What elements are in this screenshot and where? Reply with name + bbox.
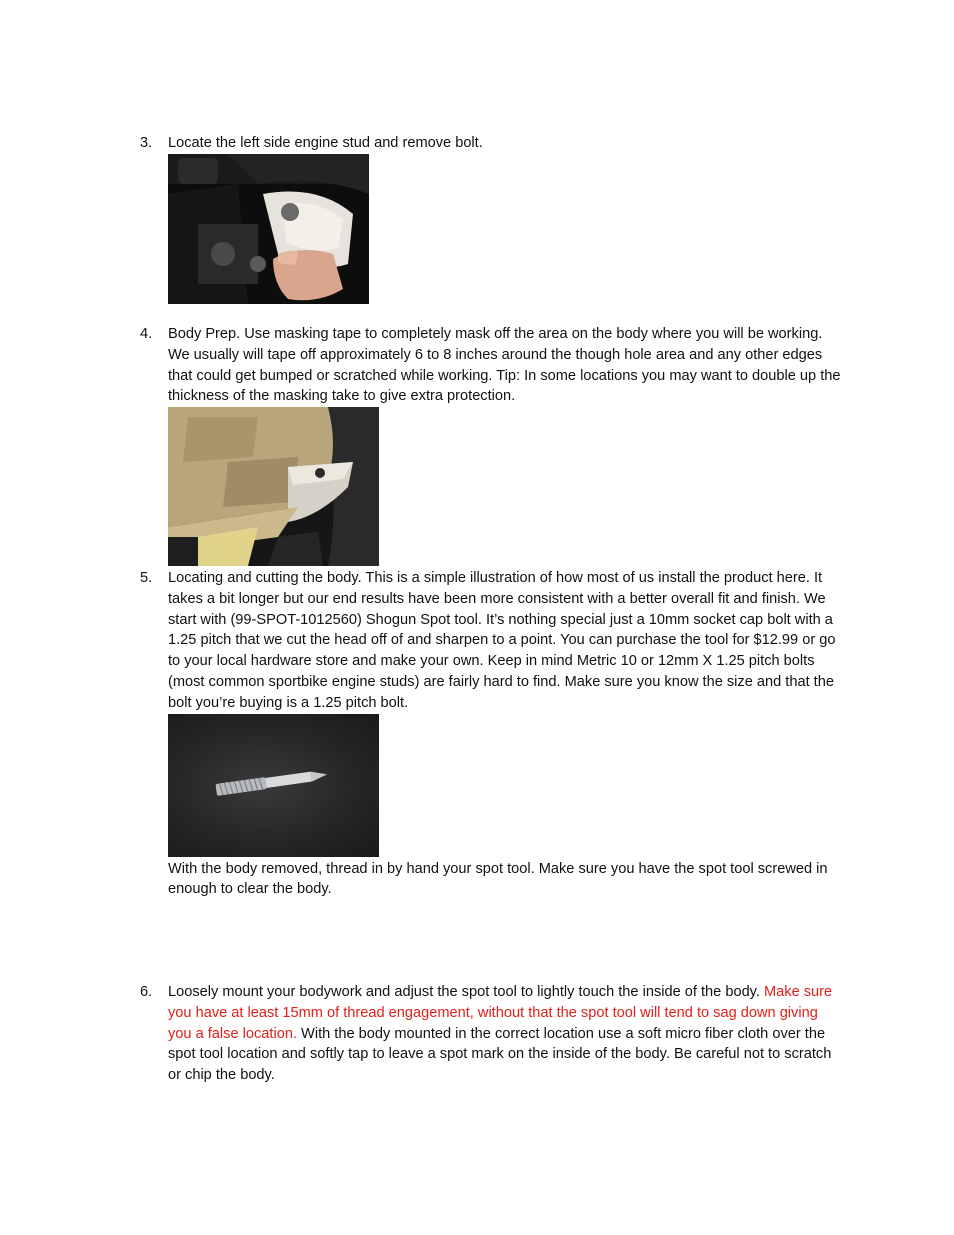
step-text: Body Prep. Use masking tape to completely mask off the area on the body where you will be working. We usually will tape off approximately 6 to 8 inches around the though hole area and any other edges that could get bumped or scratched while working. Tip: In some locations you may want to double up the thickness of the masking take to give extra protection.: [168, 326, 841, 405]
step-number: 6.: [140, 984, 153, 1000]
step-6: [140, 982, 845, 1086]
step-text: [168, 982, 845, 1086]
step-number: 3.: [140, 135, 153, 151]
engine-stud-photo: [168, 154, 369, 304]
step-text-outro: With the body mounted in the correct location use a soft micro fiber cloth over the spot tool location and softly tap to leave a spot mark on the inside of the body. Be careful not to scratch or chip the body.: [168, 1025, 832, 1084]
step-number: 4.: [140, 326, 153, 342]
step-5: [140, 568, 845, 900]
step-followup-text: With the body removed, thread in by hand your spot tool. Make sure you have the spot tool screwed in enough to clear the body.: [168, 860, 828, 898]
step-number: 5.: [140, 570, 153, 586]
spot-tool-photo: [168, 714, 379, 857]
step-4: [140, 324, 845, 566]
step-text: Locate the left side engine stud and remove bolt.: [168, 135, 483, 151]
step-text-intro: Loosely mount your bodywork and adjust the spot tool to lightly touch the inside of the body.: [168, 984, 765, 1000]
warning-text: Make sure you have at least 15mm of thread engagement, without that the spot tool will tend to sag down giving you a false location.: [168, 984, 833, 1042]
step-text: Locating and cutting the body. This is a simple illustration of how most of us install the product here. It takes a bit longer but our end results have been more consistent with a better overall fit and finish. We start with (99-SPOT-1012560) Shogun Spot tool. It’s nothing special just a 10mm socket cap bolt with a 1.25 pitch that we cut the head off of and sharpen to a point. You can purchase the tool for $12.99 or go to your local hardware store and make your own. Keep in mind Metric 10 or 12mm X 1.25 pitch bolts (most common sportbike engine studs) are fairly hard to find. Make sure you know the size and that the bolt you’re buying is a 1.25 pitch bolt.: [168, 570, 836, 711]
step-3: [140, 133, 845, 304]
masking-tape-photo: [168, 407, 379, 566]
